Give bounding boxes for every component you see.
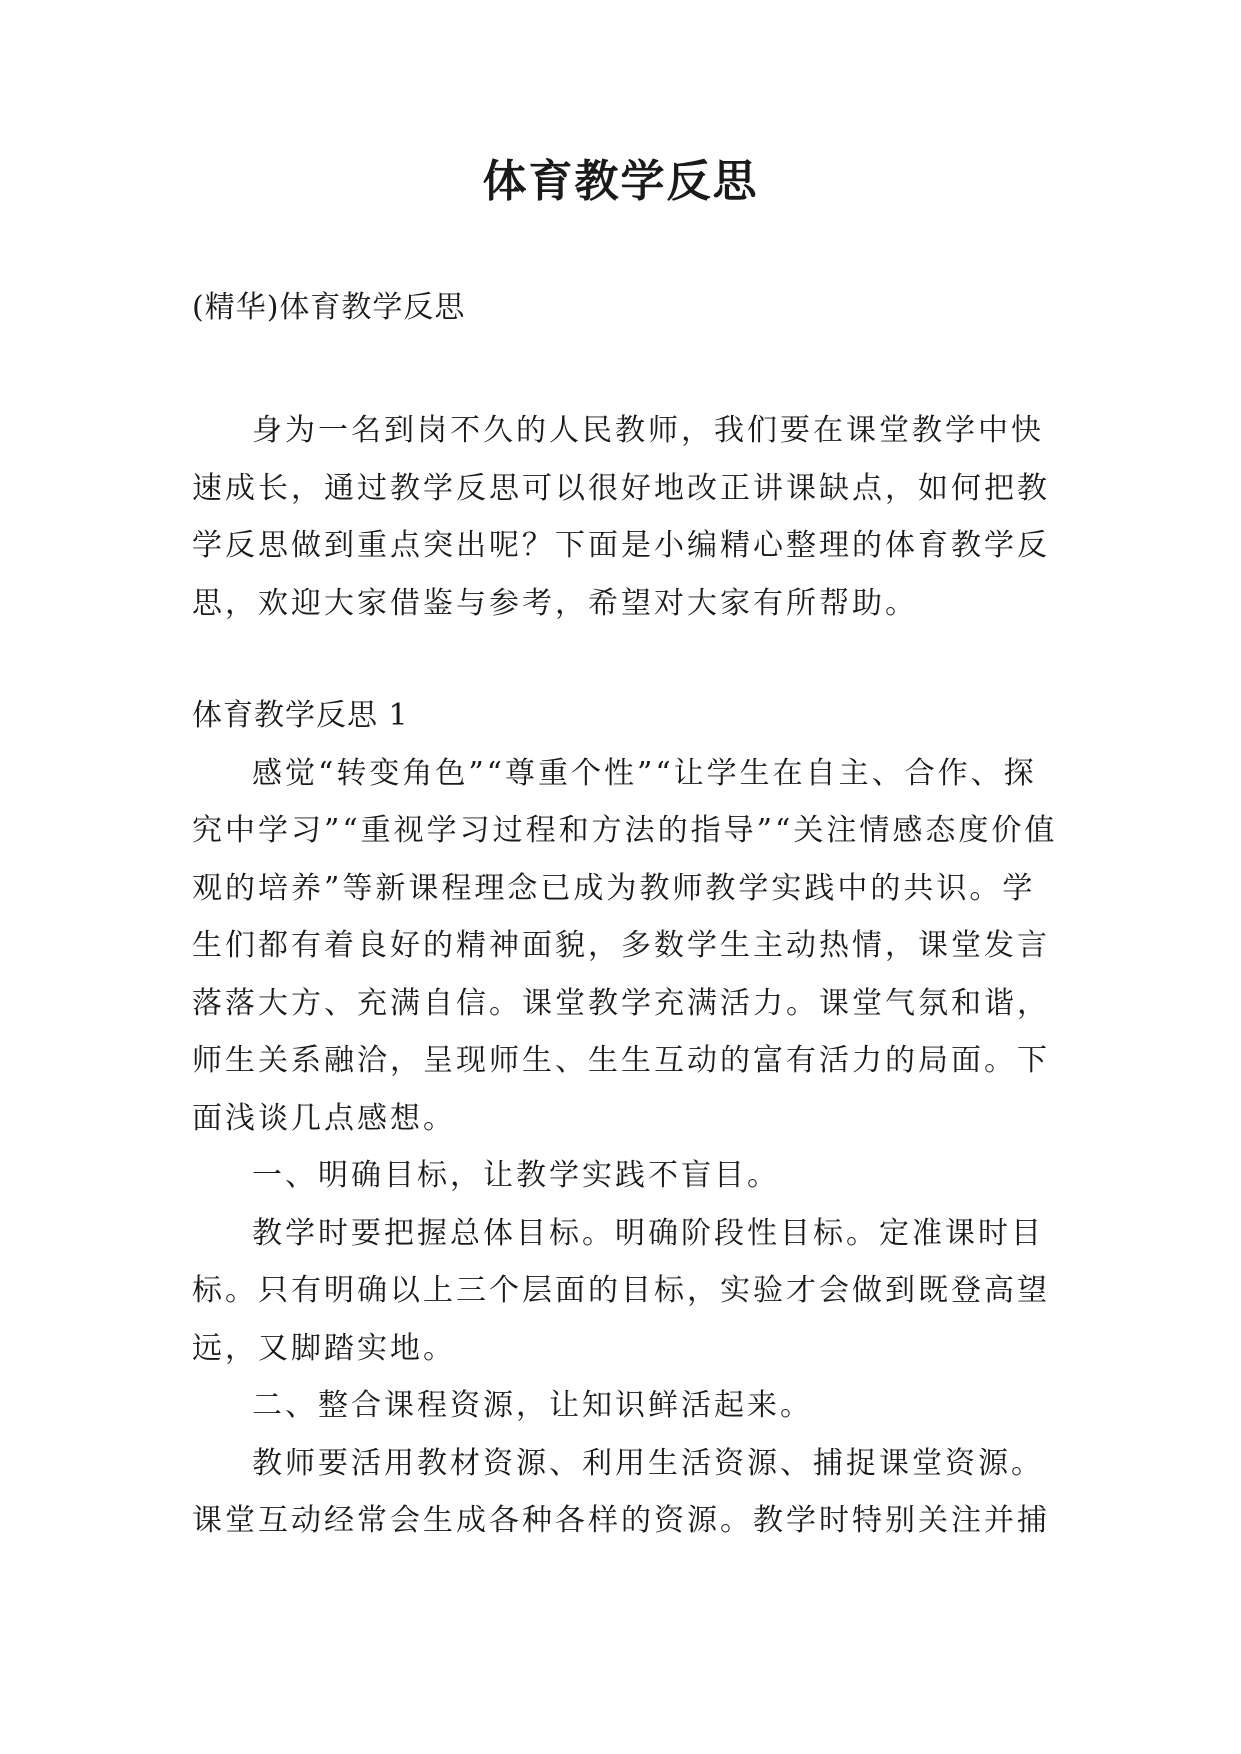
intro-paragraph: 身为一名到岗不久的人民教师，我们要在课堂教学中快速成长，通过教学反思可以很好地改正讲课缺点，如何把教学反思做到重点突出呢？下面是小编精心整理的体育教学反思，欢迎大家借鉴与参考，希望对大家有所帮助。 [192,413,1050,621]
intro-block [192,402,1062,632]
section-1-point-1-heading: 一、明确目标，让教学实践不盲目。 [252,1158,780,1193]
section-1-paragraph-3: 教师要活用教材资源、利用生活资源、捕捉课堂资源。课堂互动经常会生成各种各样的资源。教学时特别关注并捕 [192,1445,1050,1538]
section-1 [192,687,1062,1550]
section-1-heading: 体育教学反思 1 [192,698,409,733]
section-1-point-2-heading: 二、整合课程资源，让知识鲜活起来。 [252,1388,813,1423]
section-1-paragraph-2: 教学时要把握总体目标。明确阶段性目标。定准课时目标。只有明确以上三个层面的目标，实验才会做到既登高望远，又脚踏实地。 [192,1215,1050,1366]
document-title: 体育教学反思 [482,156,759,207]
document-subtitle: (精华)体育教学反思 [192,290,466,325]
section-1-paragraph-1: 感觉“转变角色”“尊重个性”“让学生在自主、合作、探究中学习”“重视学习过程和方法的指导”“关注情感态度价值观的培养”等新课程理念已成为教师教学实践中的共识。学生们都有着良好的精神面貌，多数学生主动热情，课堂发言落落大方、充满自信。课堂教学充满活力。课堂气氛和谐，师生关系融洽，呈现师生、生生互动的富有活力的局面。下面浅谈几点感想。 [192,755,1058,1136]
